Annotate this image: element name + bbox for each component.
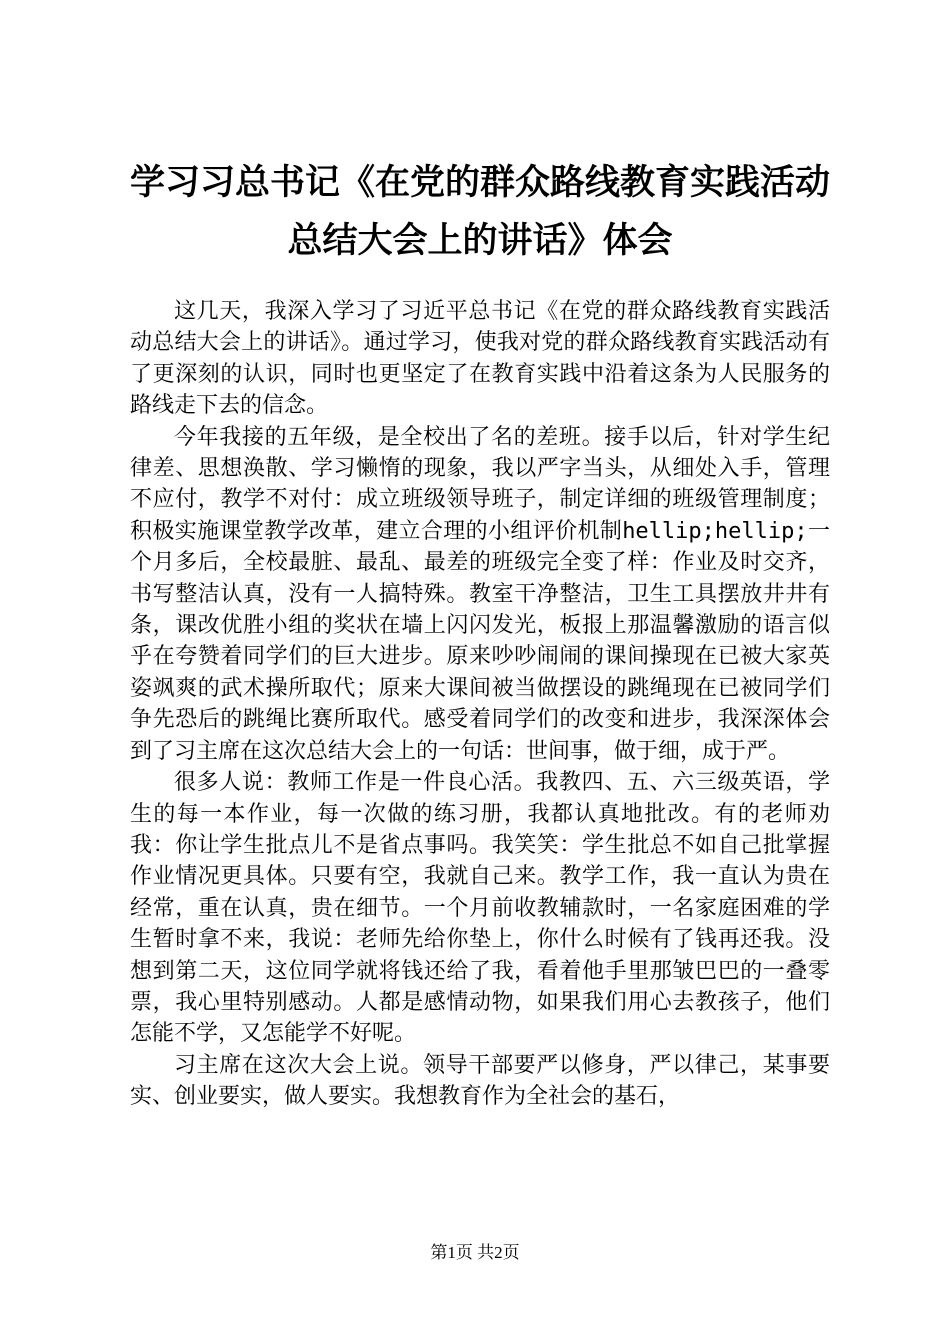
paragraph-1: 这几天，我深入学习了习近平总书记《在党的群众路线教育实践活动总结大会上的讲话》。通过学习，使我对党的群众路线教育实践活动有了更深刻的认识，同时也更坚定了在教育实践中沿着这条为人民服务的路线走下去的信念。 [130,299,830,419]
paragraph-2: 今年我接的五年级，是全校出了名的差班。接手以后，针对学生纪律差、思想涣散、学习懒惰的现象，我以严字当头，从细处入手，管理不应付，教学不对付：成立班级领导班子，制定详细的班级管理制度；积极实施课堂教学改革，建立合理的小组评价机制hellip;hellip;一个月多后，全校最脏、最乱、最差的班级完全变了样：作业及时交齐，书写整洁认真，没有一人搞特殊。教室干净整洁，卫生工具摆放井井有条，课改优胜小组的奖状在墙上闪闪发光，板报上那温馨激励的语言似乎在夸赞着同学们的巨大进步。原来吵吵闹闹的课间操现在已被大家英姿飒爽的武术操所取代；原来大课间被当做摆设的跳绳现在已被同学们争先恐后的跳绳比赛所取代。感受着同学们的改变和进步，我深深体会到了习主席在这次总结大会上的一句话：世间事，做于细，成于严。 [130,424,830,764]
document-title-line-1: 学习习总书记《在党的群众路线教育实践活动 [129,162,830,203]
paragraph-3: 很多人说：教师工作是一件良心活。我教四、五、六三级英语，学生的每一本作业，每一次做的练习册，我都认真地批改。有的老师劝我：你让学生批点儿不是省点事吗。我笑笑：学生批总不如自己批掌握作业情况更具体。只要有空，我就自己来。教学工作，我一直认为贵在经常，重在认真，贵在细节。一个月前收教辅款时，一名家庭困难的学生暂时拿不来，我说：老师先给你垫上，你什么时候有了钱再还我。没想到第二天，这位同学就将钱还给了我，看着他手里那皱巴巴的一叠零票，我心里特别感动。人都是感情动物，如果我们用心去教孩子，他们怎能不学，又怎能学不好呢。 [130,770,830,1047]
document-title-line-2: 总结大会上的讲话》体会 [287,220,673,261]
document-body [130,296,830,1113]
page-number-footer: 第1页 共2页 [430,1243,520,1262]
paragraph-4: 习主席在这次大会上说。领导干部要严以修身，严以律己，某事要实、创业要实，做人要实。我想教育作为全社会的基石， [130,1052,830,1110]
